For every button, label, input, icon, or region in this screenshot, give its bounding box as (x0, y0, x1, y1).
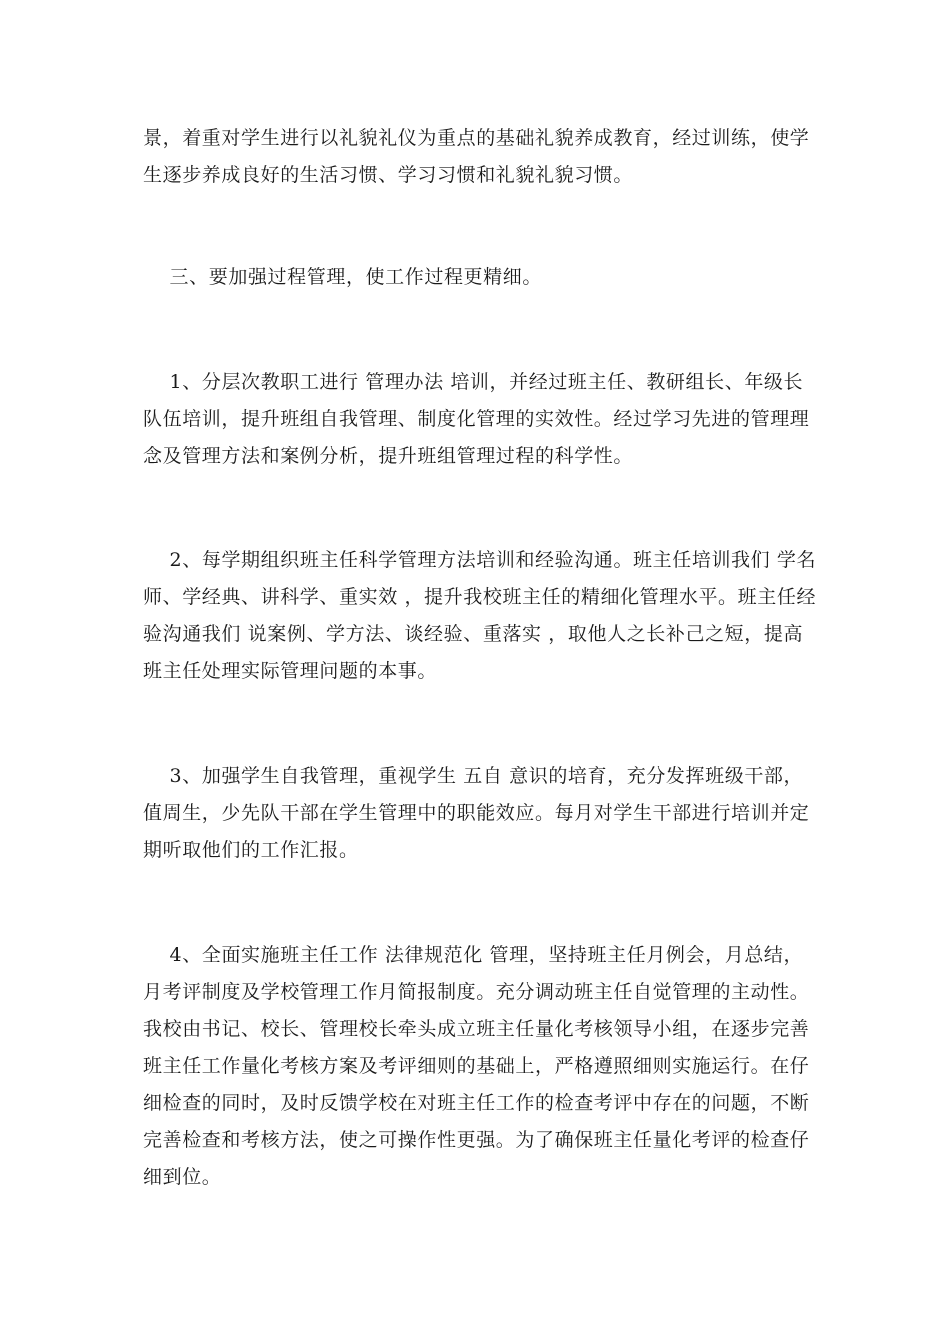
text-line: 2、每学期组织班主任科学管理方法培训和经验沟通。班主任培训我们 学名 (143, 549, 817, 571)
text-line: 师、学经典、讲科学、重实效 ，提升我校班主任的精细化管理水平。班主任经 (143, 586, 817, 608)
text-line: 景，着重对学生进行以礼貌礼仪为重点的基础礼貌养成教育，经过训练，使学 (143, 127, 810, 149)
text-line: 队伍培训，提升班组自我管理、制度化管理的实效性。经过学习先进的管理理 (143, 408, 810, 430)
text-line: 我校由书记、校长、管理校长牵头成立班主任量化考核领导小组，在逐步完善 (143, 1018, 810, 1040)
text-line: 念及管理方法和案例分析，提升班组管理过程的科学性。 (143, 445, 634, 467)
text-line: 月考评制度及学校管理工作月简报制度。充分调动班主任自觉管理的主动性。 (143, 981, 810, 1003)
text-line: 三、要加强过程管理，使工作过程更精细。 (143, 266, 542, 288)
text-line: 班主任工作量化考核方案及考评细则的基础上，严格遵照细则实施运行。在仔 (143, 1055, 810, 1077)
text-line: 班主任处理实际管理问题的本事。 (143, 660, 438, 682)
text-line: 期听取他们的工作汇报。 (143, 839, 359, 861)
text-line: 4、全面实施班主任工作 法律规范化 管理，坚持班主任月例会，月总结， (143, 944, 804, 966)
text-line: 3、加强学生自我管理，重视学生 五自 意识的培育，充分发挥班级干部， (143, 765, 804, 787)
text-line: 验沟通我们 说案例、学方法、谈经验、重落实 ，取他人之长补己之短，提高 (143, 623, 804, 645)
text-line: 生逐步养成良好的生活习惯、学习习惯和礼貌礼貌习惯。 (143, 164, 634, 186)
text-line: 值周生，少先队干部在学生管理中的职能效应。每月对学生干部进行培训并定 (143, 802, 810, 824)
text-line: 细到位。 (143, 1166, 222, 1188)
text-line: 完善检查和考核方法，使之可操作性更强。为了确保班主任量化考评的检查仔 (143, 1129, 810, 1151)
text-line: 细检查的同时，及时反馈学校在对班主任工作的检查考评中存在的问题，不断 (143, 1092, 810, 1114)
text-line: 1、分层次教职工进行 管理办法 培训，并经过班主任、教研组长、年级长 (143, 371, 804, 393)
